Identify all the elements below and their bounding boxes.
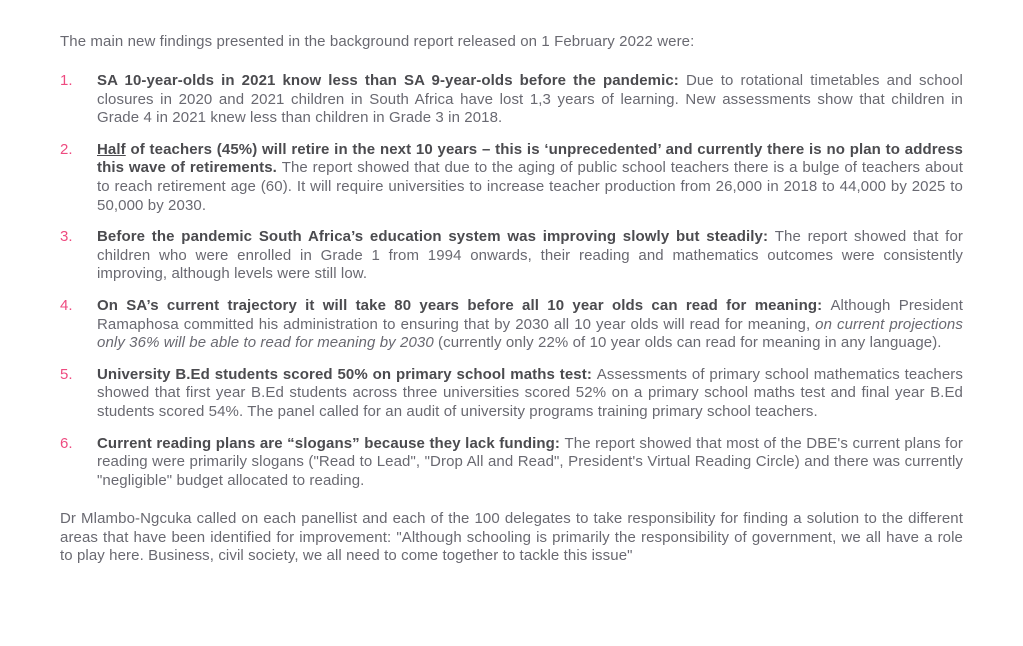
item-detail: Assessments of primary school mathematics teachers showed that first year B.Ed students across three universities scored 52% on a primary school maths test and final year B.Ed students scored 54%. The panel called for an audit of university programs training primary school teachers. (97, 365, 963, 420)
item-number: 4. (60, 296, 73, 314)
item-heading: of teachers (45%) will retire in the next 10 years – this is ‘unprecedented’ and currently there is no plan to address this wave of retirements. (97, 140, 963, 177)
item-number: 6. (60, 434, 73, 452)
item-text (97, 228, 963, 284)
item-detail: The report showed that due to the aging of public school teachers there is a bulge of teachers about to reach retirement age (60). It will require universities to increase teacher production from 26,000 in 2018 to 44,000 by 2025 to 50,000 by 2030. (97, 159, 963, 214)
finding-item-6 (60, 435, 963, 491)
item-text (97, 435, 963, 491)
item-number: 2. (60, 140, 73, 158)
item-detail: Although President Ramaphosa committed his administration to ensuring that by 2030 all 10 year olds will read for meaning, (97, 296, 963, 333)
closing-paragraph: Dr Mlambo-Ngcuka called on each panellist and each of the 100 delegates to take responsibility for finding a solution to the different areas that have been identified for improvement: "Although schooling is primarily the responsibility of government, we all have a role to play here. Business, civil society, we all need to come together to tackle this issue" (60, 510, 963, 565)
item-text (97, 141, 963, 215)
item-heading: Before the pandemic South Africa’s education system was improving slowly but steadily: (97, 228, 775, 246)
item-text (97, 297, 963, 353)
item-heading: Current reading plans are “slogans” because they lack funding: (97, 434, 565, 452)
finding-item-2 (60, 141, 963, 215)
item-detail: The report showed that most of the DBE's current plans for reading were primarily slogans ("Read to Lead", "Drop All and Read", President's Virtual Reading Circle) and there was currently "negligible" budget allocated to reading. (97, 434, 963, 489)
finding-item-5 (60, 366, 963, 422)
findings-list (60, 72, 963, 490)
item-heading: University B.Ed students scored 50% on primary school maths test: (97, 365, 597, 383)
item-detail-italic: on current projections only 36% will be able to read for meaning by 2030 (97, 315, 963, 352)
item-detail: The report showed that for children who were enrolled in Grade 1 from 1994 onwards, their reading and mathematics outcomes were consistently improving, although levels were still low. (97, 228, 963, 283)
intro-paragraph: The main new findings presented in the background report released on 1 February 2022 were: (60, 33, 695, 50)
item-text (97, 72, 963, 128)
item-number: 3. (60, 228, 73, 246)
item-heading-underlined: Half (97, 140, 126, 158)
finding-item-4 (60, 297, 963, 353)
item-text (97, 366, 963, 422)
item-number: 5. (60, 365, 73, 383)
finding-item-3 (60, 228, 963, 284)
item-heading: On SA’s current trajectory it will take 80 years before all 10 year olds can read for meaning: (97, 296, 831, 314)
item-detail-continued: (currently only 22% of 10 year olds can read for meaning in any language). (433, 334, 942, 352)
finding-item-1 (60, 72, 963, 128)
item-number: 1. (60, 72, 73, 89)
item-heading: SA 10-year-olds in 2021 know less than SA 9-year-olds before the pandemic: (97, 72, 686, 89)
item-detail: Due to rotational timetables and school closures in 2020 and 2021 children in South Africa have lost 1,3 years of learning. New assessments show that children in Grade 4 in 2021 knew less than children in Grade 3 in 2018. (97, 72, 963, 127)
